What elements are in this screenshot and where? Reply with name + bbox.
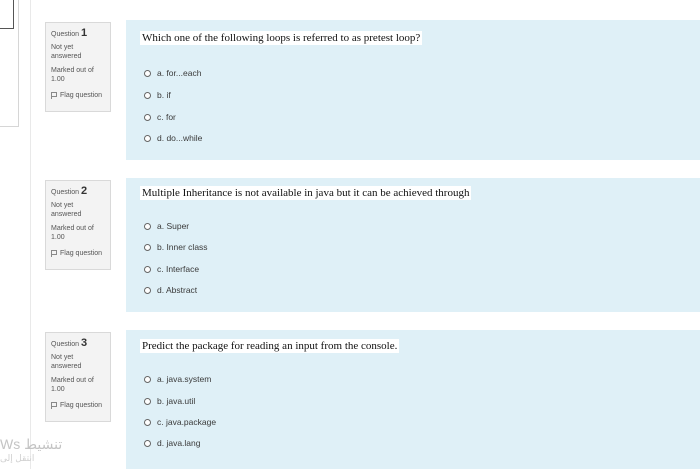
column-divider: [30, 0, 31, 469]
question-number-value: 3: [81, 337, 88, 349]
question-state: Not yet answered: [51, 202, 82, 218]
question-label: Question: [51, 341, 80, 348]
question-state: Not yet answered: [51, 44, 82, 60]
question-text: Which one of the following loops is referred to as pretest loop?: [142, 32, 421, 44]
flag-icon: [51, 402, 57, 409]
answer-option[interactable]: [144, 285, 197, 295]
radio-button[interactable]: [144, 223, 151, 230]
answer-label[interactable]: b. java.util: [157, 396, 196, 406]
watermark-line-1: تنشيط Ws: [0, 436, 63, 452]
radio-button[interactable]: [144, 266, 151, 273]
answer-label[interactable]: d. do...while: [157, 133, 203, 143]
flag-question-link[interactable]: [51, 249, 110, 258]
question-content: [126, 178, 700, 312]
radio-button[interactable]: [144, 135, 151, 142]
question-content: [126, 330, 700, 469]
question-label: Question: [51, 189, 80, 196]
answer-option[interactable]: [144, 90, 171, 100]
answer-option[interactable]: [144, 112, 176, 122]
windows-activation-watermark: [0, 436, 70, 469]
answer-label[interactable]: d. java.lang: [157, 438, 201, 448]
radio-button[interactable]: [144, 398, 151, 405]
answer-label[interactable]: a. java.system: [157, 374, 212, 384]
answer-label[interactable]: d. Abstract: [157, 285, 198, 295]
answer-option[interactable]: [144, 438, 200, 448]
radio-button[interactable]: [144, 92, 151, 99]
question-info: [45, 332, 111, 422]
flag-question-link[interactable]: [51, 91, 110, 100]
question-text: Multiple Inheritance is not available in java but it can be achieved through: [142, 187, 470, 199]
flag-question-label: Flag question: [60, 402, 103, 409]
question-number: [51, 185, 110, 199]
question-grade: Marked out of 1.00: [51, 377, 94, 393]
question-grade: Marked out of 1.00: [51, 67, 94, 83]
radio-button[interactable]: [144, 244, 151, 251]
radio-button[interactable]: [144, 70, 151, 77]
answer-label[interactable]: c. Interface: [157, 264, 200, 274]
answer-option[interactable]: [144, 417, 216, 427]
quiz-nav-button[interactable]: [0, 0, 14, 29]
answer-option[interactable]: [144, 396, 195, 406]
quiz-navigation-panel: [0, 0, 19, 127]
flag-icon: [51, 250, 57, 257]
answer-option[interactable]: [144, 133, 202, 143]
question-number-value: 1: [81, 27, 88, 39]
flag-icon: [51, 92, 57, 99]
answer-label[interactable]: a. for...each: [157, 68, 202, 78]
answer-option[interactable]: [144, 68, 201, 78]
answer-label[interactable]: b. if: [157, 90, 171, 100]
question-grade: Marked out of 1.00: [51, 225, 94, 241]
answer-option[interactable]: [144, 374, 211, 384]
watermark-line-2: انتقل إلى: [0, 453, 35, 463]
radio-button[interactable]: [144, 419, 151, 426]
question-label: Question: [51, 31, 80, 38]
question-number: [51, 27, 110, 41]
question-number: [51, 337, 110, 351]
question-text: Predict the package for reading an input from the console.: [142, 340, 398, 352]
answer-option[interactable]: [144, 221, 189, 231]
answer-label[interactable]: b. Inner class: [157, 242, 208, 252]
question-state: Not yet answered: [51, 354, 82, 370]
answer-label[interactable]: c. java.package: [157, 417, 217, 427]
answer-label[interactable]: c. for: [157, 112, 176, 122]
radio-button[interactable]: [144, 376, 151, 383]
answer-option[interactable]: [144, 242, 208, 252]
question-info: [45, 22, 111, 112]
radio-button[interactable]: [144, 287, 151, 294]
flag-question-label: Flag question: [60, 92, 103, 99]
radio-button[interactable]: [144, 440, 151, 447]
radio-button[interactable]: [144, 114, 151, 121]
question-content: [126, 20, 700, 160]
answer-option[interactable]: [144, 264, 199, 274]
flag-question-link[interactable]: [51, 401, 110, 410]
question-info: [45, 180, 111, 270]
flag-question-label: Flag question: [60, 250, 103, 257]
question-number-value: 2: [81, 185, 88, 197]
answer-label[interactable]: a. Super: [157, 221, 190, 231]
